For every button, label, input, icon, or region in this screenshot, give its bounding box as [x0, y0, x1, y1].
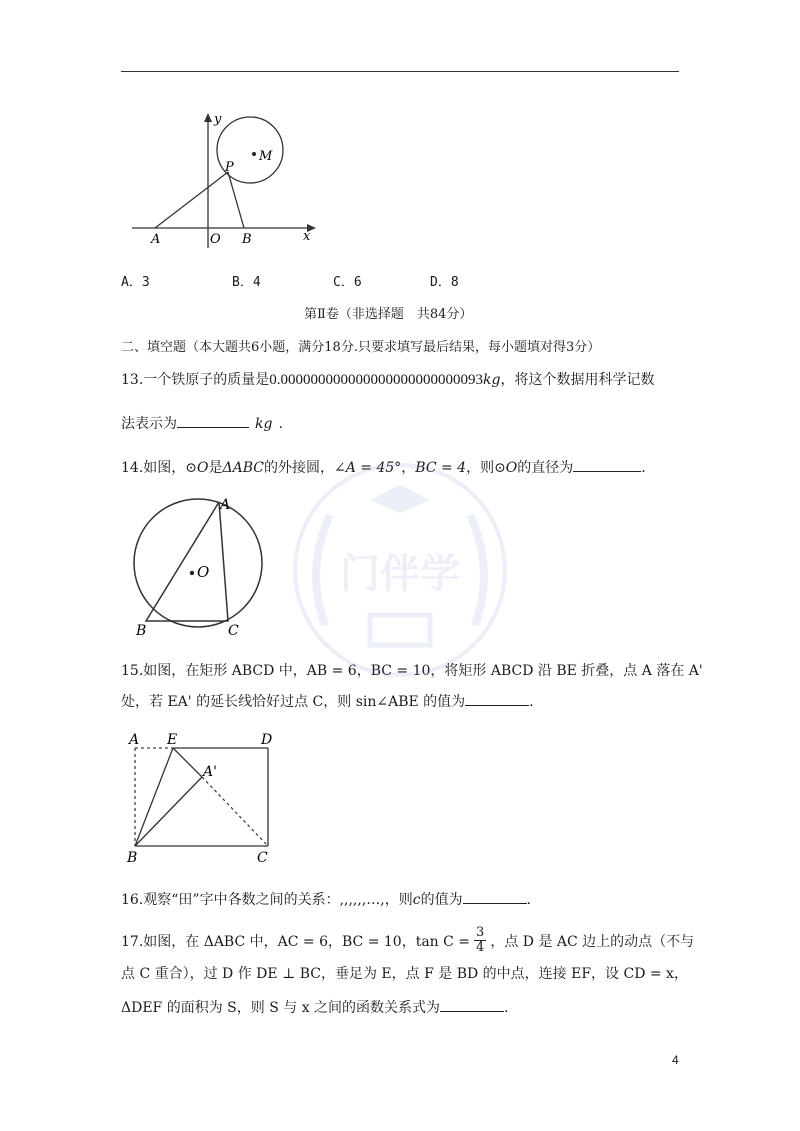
- watermark-text: 门伴学: [340, 550, 460, 597]
- label-b: B: [127, 850, 138, 866]
- q13-line1: [121, 369, 654, 389]
- q16-end: .: [526, 892, 532, 908]
- q14-text2: 的外接圆，: [263, 460, 334, 476]
- watermark-logo: [285, 455, 518, 685]
- q17-line1-prefix: 17.如图，在 ΔABC 中，AC = 6，BC = 10，tan C =: [121, 933, 471, 950]
- q17-line3: [121, 997, 509, 1017]
- label-b: B: [136, 623, 147, 639]
- label-y: y: [214, 112, 222, 127]
- label-c: C: [257, 850, 268, 866]
- q14-circle-o: ⊙O: [185, 460, 209, 476]
- segment-ba2: [135, 777, 202, 846]
- q14-figure: [128, 495, 268, 643]
- q14-text4: 的直径为: [517, 460, 574, 476]
- q13-suffix: ，将这个数据用科学记数: [500, 372, 655, 388]
- watermark-laurel-right: [470, 515, 484, 625]
- section-title: 第Ⅱ卷（非选择题 共84分）: [304, 307, 473, 322]
- q14-text1: 是: [208, 460, 223, 476]
- q15-line2-end: .: [529, 694, 534, 710]
- q15-line2: [121, 691, 534, 711]
- q17-fraction: [474, 926, 486, 955]
- label-a: A: [151, 232, 161, 247]
- q14-prefix: 14.如图，: [121, 460, 186, 476]
- header-rule: [121, 71, 679, 72]
- q15-figure: [125, 728, 285, 868]
- q16-mid: …,，则: [366, 892, 413, 908]
- q14-sep: ，: [401, 460, 416, 476]
- q13-line2-end: .: [278, 416, 283, 432]
- q16-prefix: 16.观察“田”字中各数之间的关系：,,,,,,: [121, 892, 367, 908]
- q13-line2: [121, 413, 283, 433]
- q16-blank[interactable]: [463, 903, 527, 904]
- watermark-building-icon: [370, 615, 430, 645]
- label-a: A: [129, 732, 140, 748]
- label-c: C: [228, 623, 239, 639]
- segment-ea2: [173, 748, 202, 777]
- q14-blank[interactable]: [573, 471, 641, 472]
- segment-be: [135, 748, 173, 846]
- q17-line2: 点 C 重合），过 D 作 DE ⊥ BC，垂足为 E，点 F 是 BD 的中点，连接 EF，设 CD = x，: [121, 966, 688, 982]
- section2-heading: 二、填空题（本大题共6小题，满分18分.只要求填写最后结果，每小题填对得3分）: [121, 340, 601, 355]
- q16-suffix: 的值为: [420, 892, 463, 908]
- q15-line1: 15.如图，在矩形 ABCD 中，AB = 6，BC = 10，将矩形 ABCD 沿 BE 折叠，点 A 落在 A': [121, 663, 703, 679]
- label-a: A: [220, 497, 231, 513]
- q17-line1: [121, 926, 694, 955]
- q14-end: .: [641, 460, 646, 476]
- q17-line1-suffix: ，点 D 是 AC 边上的动点（不与: [490, 933, 695, 950]
- label-o: O: [197, 563, 210, 581]
- label-o: O: [210, 232, 221, 247]
- triangle-abc: [146, 502, 228, 621]
- q14-angle: ∠A = 45°: [333, 460, 402, 476]
- label-b: B: [242, 232, 252, 247]
- label-x: x: [303, 229, 311, 244]
- label-e: E: [167, 732, 178, 748]
- q14-triangle: ΔABC: [222, 460, 264, 476]
- q17-frac-num: 3: [476, 925, 485, 940]
- q15-blank[interactable]: [465, 705, 529, 706]
- label-a-prime: A': [203, 764, 217, 780]
- q13-blank[interactable]: [177, 427, 249, 428]
- q13-line2-prefix: 法表示为: [121, 416, 177, 432]
- segment-ap: [155, 172, 228, 228]
- choice-b: B．4: [232, 275, 261, 290]
- q14-bc: BC = 4: [415, 460, 467, 476]
- label-p: P: [225, 160, 234, 175]
- q17-line3-end: .: [504, 1000, 509, 1016]
- choice-d: D．8: [430, 275, 459, 290]
- q15-line2-prefix: 处，若 EA' 的延长线恰好过点 C，则 sin∠ABE 的值为: [121, 694, 466, 710]
- y-axis-arrow: [204, 113, 212, 122]
- choice-a: A．3: [121, 275, 150, 290]
- q13-prefix: 13.一个铁原子的质量是: [121, 372, 270, 388]
- watermark-laurel-left: [316, 515, 330, 625]
- q13-number: 0.000000000000000000000000093: [269, 372, 484, 388]
- q17-line3-prefix: ΔDEF 的面积为 S，则 S 与 x 之间的函数关系式为: [121, 1000, 441, 1016]
- q16-var: c: [412, 892, 421, 908]
- label-m: M: [259, 149, 273, 164]
- watermark-cap-icon: [370, 485, 430, 513]
- q13-line2-unit: kg: [255, 416, 273, 432]
- q17-blank[interactable]: [440, 1011, 504, 1012]
- q16-line: [121, 889, 531, 909]
- choice-c: C．6: [333, 275, 362, 290]
- page-number: 4: [672, 1053, 679, 1067]
- q17-frac-den: 4: [476, 940, 485, 955]
- center-o: [190, 571, 194, 575]
- q12-figure: [130, 108, 320, 253]
- q14-text3: ，则: [466, 460, 495, 476]
- q14-circle-o2: ⊙O: [494, 460, 518, 476]
- segment-a2c-dashed: [202, 777, 268, 846]
- label-d: D: [261, 732, 273, 748]
- q13-unit: kg: [483, 372, 501, 388]
- point-m: [252, 152, 256, 156]
